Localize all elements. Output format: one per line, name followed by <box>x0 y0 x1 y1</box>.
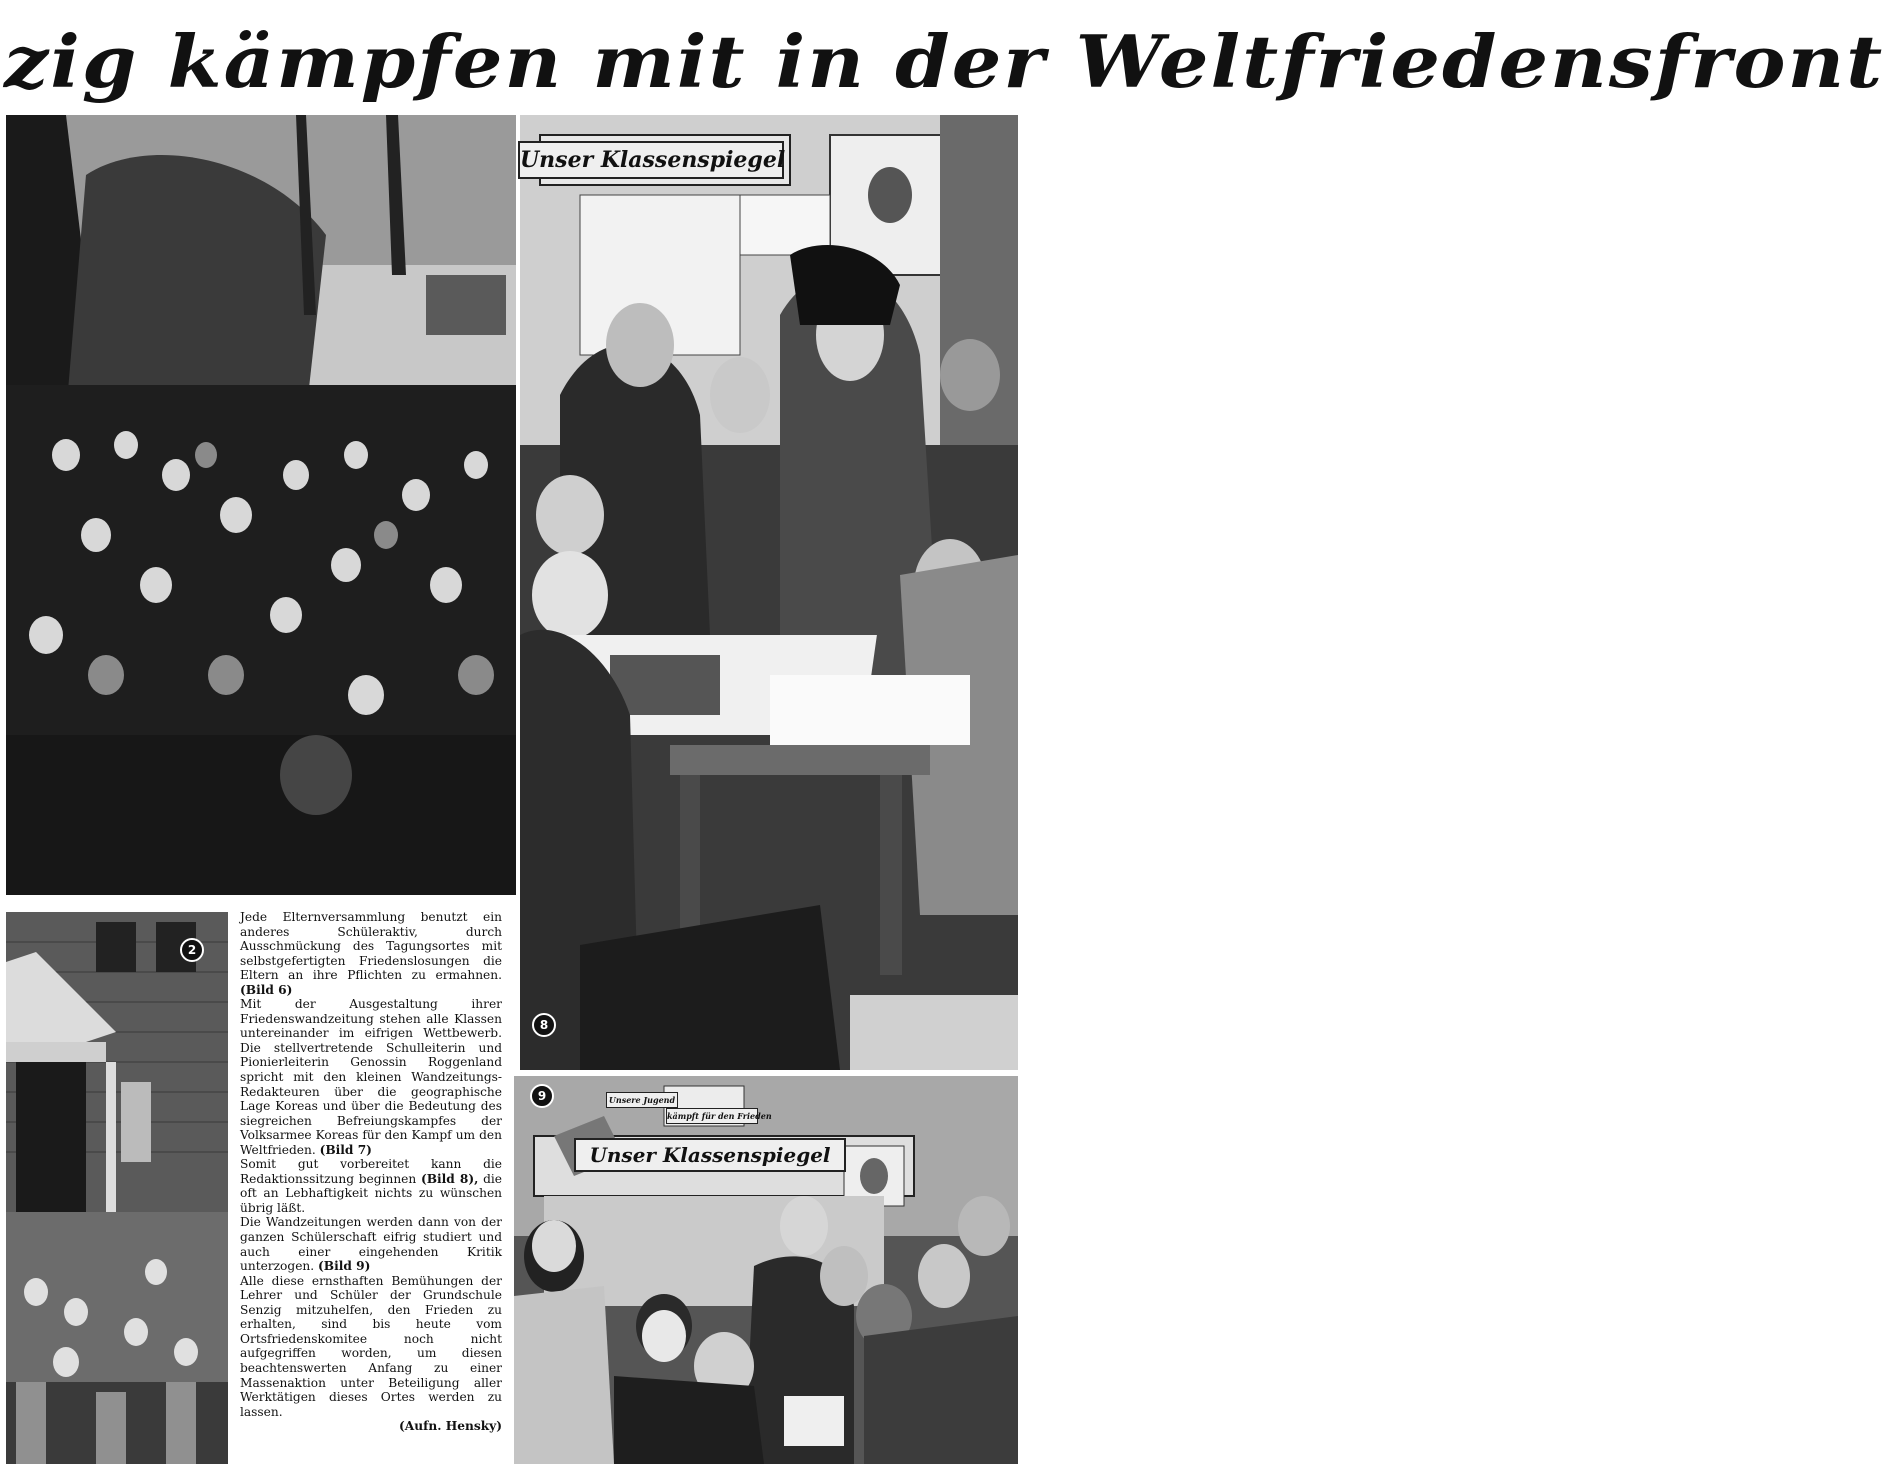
wall-newspaper-photo <box>514 1076 1018 1464</box>
article-paragraph: Die Wandzeitungen werden dann von der ganzen Schülerschaft eifrig studiert und auch einer eingehenden Kritik unterzogen. (Bild 9) <box>240 1215 502 1274</box>
crowd-photo <box>6 115 516 895</box>
image-number-badge: 9 <box>530 1084 554 1108</box>
photo-credit: (Aufn. Hensky) <box>399 1419 502 1434</box>
small-sign: kämpft für den Frieden <box>666 1108 758 1124</box>
small-sign: Unsere Jugend <box>606 1092 678 1108</box>
page-headline: zig kämpfen mit in der Weltfriedensfront <box>4 20 1884 105</box>
classroom-table-photo <box>520 115 1018 1070</box>
classroom-mirror-sign: Unser Klassenspiegel <box>518 141 784 179</box>
image-number-badge: 2 <box>180 938 204 962</box>
article-body <box>240 910 502 1434</box>
image-number-badge: 8 <box>532 1013 556 1037</box>
school-entrance-photo <box>6 912 228 1464</box>
article-paragraph: Somit gut vorbereitet kann die Redaktionssitzung beginnen (Bild 8), die oft an Lebhaftigkeit nichts zu wünschen übrig läßt. <box>240 1157 503 1215</box>
article-paragraph: Mit der Ausgestaltung ihrer Friedenswandzeitung stehen alle Klassen untereinander im eifrigen Wettbewerb. Die stellvertretende Schulleiterin und Pionierleiterin Genossin Roggenland spricht mit den kleinen Wandzeitungs-Redakteuren über die geographische Lage Koreas und über die Bedeutung des siegreichen Befreiungskampfes der Volksarmee Koreas für den Kampf um den Weltfrieden. (Bild 7) <box>240 997 502 1157</box>
article-paragraph: Jede Elternversammlung benutzt ein anderes Schüleraktiv, durch Ausschmückung des Tagungsortes mit selbstgefertigten Friedenslosungen die Eltern an ihre Pflichten zu ermahnen. (Bild 6) <box>240 910 502 997</box>
article-paragraph: Alle diese ernsthaften Bemühungen der Lehrer und Schüler der Grundschule Senzig mitzuhelfen, den Frieden zu erhalten, sind bis heute vom Ortsfriedenskomitee noch nicht aufgegriffen worden, um diesen beachtenswerten Anfang zu einer Massenaktion unter Beteiligung aller Werktätigen dieses Ortes werden zu lassen. <box>240 1273 502 1419</box>
classroom-mirror-sign: Unser Klassenspiegel <box>574 1138 846 1172</box>
